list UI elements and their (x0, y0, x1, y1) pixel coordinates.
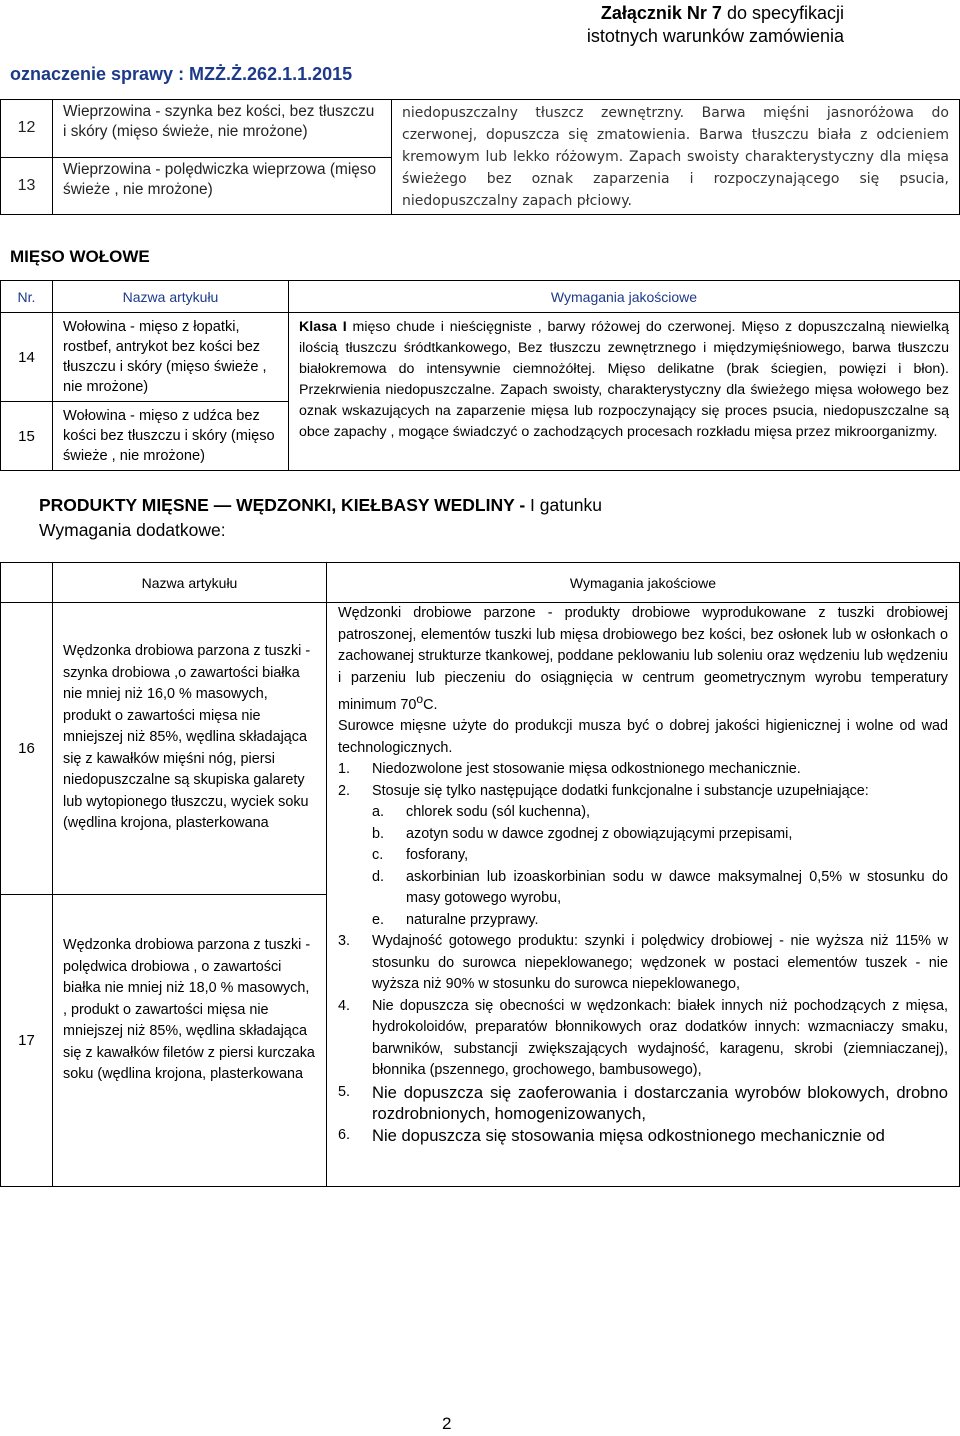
list-text: Niedozwolone jest stosowanie mięsa odkostnionego mechanicznie. (372, 761, 801, 778)
additional-requirements-label: Wymagania dodatkowe: (39, 520, 226, 540)
sub-list-text: fosforany, (406, 847, 469, 864)
list-item (338, 781, 948, 932)
sub-list-item (338, 867, 948, 910)
sub-list-letter: b. (372, 825, 385, 842)
sub-list-letter: a. (372, 804, 385, 821)
list-text: Nie dopuszcza się zaoferowania i dostarczania wyrobów blokowych, drobno rozdrobnionych, homogenizowanych, (372, 1082, 948, 1124)
column-header-nr (1, 563, 53, 603)
list-item (338, 1082, 948, 1125)
sub-list-text: chlorek sodu (sól kuchenna), (406, 804, 590, 821)
sub-list-letter: d. (372, 868, 385, 885)
list-number: 6. (338, 1126, 351, 1143)
sub-list-item (338, 802, 948, 824)
column-header-name: Nazwa artykułu (53, 281, 289, 313)
row-number: 15 (1, 402, 53, 471)
list-text: Wydajność gotowego produktu: szynki i polędwicy drobiowej - nie wyższa niż 115% w stosunku do surowca niepeklowanego; wędzonek w postaci elementów tuszek - nie wyższa niż 90% w stosunku do surowca niepeklowanego, (372, 933, 948, 993)
attachment-header (587, 2, 844, 48)
section-heading-rest: I gatunku (525, 495, 603, 515)
table-row (1, 603, 960, 895)
sub-list-item (338, 910, 948, 932)
section-heading-beef: MIĘSO WOŁOWE (10, 247, 150, 266)
list-text: Nie dopuszcza się obecności w wędzonkach: białek innych niż pochodzących z mięsa, hydrokoloidów, preparatów błonnikowych oraz dodatków innych: wzmacniaczy smaku, barwników, substancji zwiększających wydajność, karagenu, skrobi (ziemniaczanej), błonnika (pszennego, grochowego, bambusowego), (372, 997, 948, 1079)
sub-list-text: azotyn sodu w dawce zgodnej z obowiązującymi przepisami, (406, 825, 793, 842)
quality-class: Klasa I (299, 319, 347, 335)
row-number: 17 (1, 895, 53, 1187)
section-heading-smoked (39, 495, 602, 516)
quality-requirements-text: mięso chude i nieścięgniste , barwy różowej do czerwonej. Mięso z dopuszczalną niewielką ilością tłuszczu śródtkankowego, Bez tłuszczu zewnętrznego i międzymięśniowego, barwa tłuszczu białokremowa do intensywnie ciemnożółtej. Mięso delikatne (brak ściegien, powięzi i błon). Przekrwienia niedopuszczalne. Zapach swoisty, charakterystyczny dla świeżego mięsa wołowego bez oznak wskazujących na zaparzenie mięsa lub rozpoczynający się proces psucia, niedopuszczalne są obce zapachy , mogące świadczyć o zachodzących procesach rozkładu mięsa przez mikroorganizmy. (299, 319, 949, 440)
requirements-intro-end: C. (423, 696, 438, 713)
sub-list-item (338, 845, 948, 867)
article-name: Wędzonka drobiowa parzona z tuszki - polędwica drobiowa , o zawartości białka nie mniej niż 18,0 % masowych, , produkt o zawartości mięsa nie mniejszej niż 85%, wędlina składająca się z kawałków filetów z piersi kurczaka soku (wędlina krojona, plasterkowana (53, 895, 327, 1187)
list-item (338, 996, 948, 1082)
attachment-line2: istotnych warunków zamówienia (586, 26, 844, 46)
requirements-intro (338, 603, 948, 716)
sub-list-letter: c. (372, 847, 384, 864)
article-name: Wieprzowina - szynka bez kości, bez tłuszczu i skóry (mięso świeże, nie mrożone) (53, 100, 392, 158)
quality-requirements: niedopuszczalny tłuszcz zewnętrzny. Barwa mięśni jasnoróżowa do czerwonej, dopuszcza się zmatowienia. Barwa tłuszczu biała z odcieniem kremowym lub lekko różowym. Zapach swoisty charakterystyczny dla mięsa świeżego bez oznak zaparzenia i rozpoczynającego się psucia, niedopuszczalny zapach płciowy. (392, 100, 960, 215)
sub-list-letter: e. (372, 911, 385, 928)
row-number: 12 (1, 100, 53, 158)
requirements-para: Surowce mięsne użyte do produkcji musza być o dobrej jakości higienicznej i wolne od wad technologicznych. (338, 718, 948, 756)
article-name: Wieprzowina - polędwiczka wieprzowa (mięso świeże , nie mrożone) (53, 157, 392, 215)
article-name: Wołowina - mięso z łopatki, rostbef, antrykot bez kości bez tłuszczu i skóry (mięso świeże , nie mrożone) (53, 313, 289, 402)
list-number: 3. (338, 933, 351, 950)
list-number: 1. (338, 761, 351, 778)
column-header-requirements: Wymagania jakościowe (327, 563, 960, 603)
list-number: 5. (338, 1083, 351, 1100)
column-header-requirements: Wymagania jakościowe (289, 281, 960, 313)
table-row (1, 100, 960, 158)
list-item (338, 931, 948, 996)
list-text: Stosuje się tylko następujące dodatki funkcjonalne i substancje uzupełniające: (372, 782, 869, 799)
degree-sup: o (416, 692, 424, 706)
pork-table (0, 99, 960, 215)
article-name: Wędzonka drobiowa parzona z tuszki - szynka drobiowa ,o zawartości białka nie mniej niż 16,0 % masowych, produkt o zawartości mięsa nie mniejszej niż 85%, wędlina składająca się z kawałków mięśni nóg, piersi niedopuszczalne są skupiska galarety lub wytopionego tłuszczu, wyciek soku (wędlina krojona, plasterkowana (53, 603, 327, 895)
attachment-label: Załącznik Nr 7 (600, 3, 722, 23)
sub-list-text: naturalne przyprawy. (406, 911, 539, 928)
column-header-name: Nazwa artykułu (53, 563, 327, 603)
requirements-intro-text: Wędzonki drobiowe parzone - produkty drobiowe wyprodukowane z tuszki drobiowej patroszonej, elementów tuszki lub mięsa drobiowego bez kości, bez osłonek lub w osłonkach o zachowanej strukturze tkankowej, poddane peklowaniu lub soleniu oraz wędzeniu lub wędzeniu i parzeniu lub pieczeniu do osiągnięcia w centrum geometrycznym wyrobu temperatury minimum 70 (338, 605, 948, 713)
row-number: 13 (1, 157, 53, 215)
list-number: 4. (338, 997, 351, 1014)
section-heading-bold: PRODUKTY MIĘSNE — WĘDZONKI, KIEŁBASY WEDLINY - (39, 495, 526, 515)
list-item (338, 1125, 948, 1147)
quality-requirements (289, 313, 960, 471)
quality-requirements (327, 603, 960, 1187)
row-number: 14 (1, 313, 53, 402)
page-number: 2 (442, 1414, 452, 1433)
article-name: Wołowina - mięso z udźca bez kości bez tłuszczu i skóry (mięso świeże , nie mrożone) (53, 402, 289, 471)
beef-table (0, 280, 960, 471)
row-number: 16 (1, 603, 53, 895)
column-header-nr: Nr. (1, 281, 53, 313)
attachment-rest: do specyfikacji (721, 3, 844, 23)
sub-list-item (338, 824, 948, 846)
requirements-list (338, 759, 948, 1146)
sub-list (338, 802, 948, 931)
case-id: oznaczenie sprawy : MZŻ.Ż.262.1.1.2015 (10, 64, 353, 84)
table-row (1, 313, 960, 402)
sub-list-text: askorbinian lub izoaskorbinian sodu w dawce maksymalnej 0,5% w stosunku do masy gotowego wyrobu, (406, 868, 948, 907)
list-text: Nie dopuszcza się stosowania mięsa odkostnionego mechanicznie od (372, 1125, 885, 1145)
table-header-row (1, 281, 960, 313)
table-header-row (1, 563, 960, 603)
list-item (338, 759, 948, 781)
list-number: 2. (338, 782, 351, 799)
smoked-products-table (0, 562, 960, 1187)
